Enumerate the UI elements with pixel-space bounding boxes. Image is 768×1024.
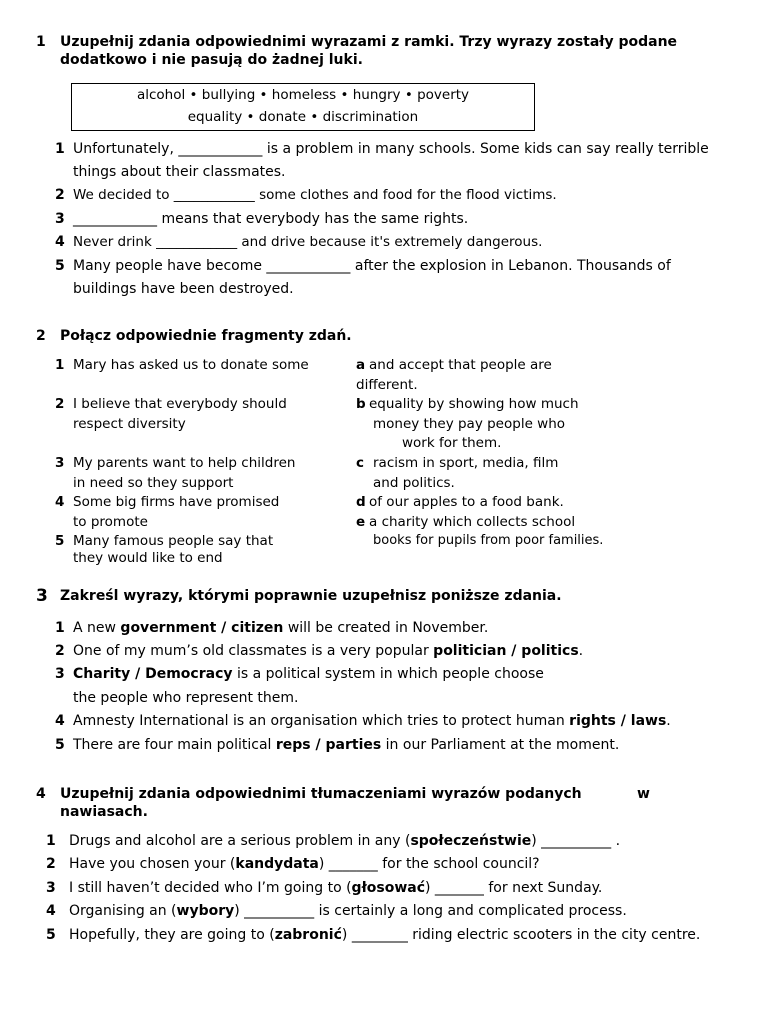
ex4-item-3	[69, 880, 602, 896]
ex1-item-1-line1: Unfortunately, ____________ is a problem in many schools. Some kids can say really terrible	[73, 141, 709, 157]
ex2-right-letter: b	[356, 396, 366, 412]
ex4-item-3-post: ) _______ for next Sunday.	[425, 880, 603, 896]
word-box	[71, 83, 535, 131]
ex2-left-4-line2: to promote	[73, 514, 148, 530]
ex3-item-1-separator: /	[216, 620, 232, 636]
ex2-right-c-line2: and politics.	[373, 475, 455, 491]
ex1-item-5-line2: buildings have been destroyed.	[73, 281, 294, 297]
ex2-right-e-line2: books for pupils from poor families.	[373, 533, 604, 548]
ex3-number: 3	[36, 586, 48, 606]
ex3-item-3-line2: the people who represent them.	[73, 690, 299, 706]
ex3-item-2-pre: One of my mum’s old classmates is a very popular	[73, 643, 434, 659]
ex3-item-4	[73, 713, 671, 729]
ex3-item-2	[73, 643, 583, 659]
ex4-item-1-pre: Drugs and alcohol are a serious problem in any (	[69, 833, 411, 849]
ex4-item-number: 5	[46, 927, 56, 943]
ex3-item-1-pre: A new	[73, 620, 121, 636]
ex3-item-2-option2[interactable]: politics	[521, 643, 579, 659]
ex2-right-letter: e	[356, 514, 366, 530]
ex4-item-2-pre: Have you chosen your (	[69, 856, 236, 872]
ex3-item-4-separator: /	[615, 713, 631, 729]
ex4-item-4	[69, 903, 627, 919]
ex4-item-1	[69, 833, 620, 849]
ex2-left-number: 5	[55, 533, 65, 549]
ex3-item-4-option2[interactable]: laws	[630, 713, 667, 729]
ex4-item-2-word: kandydata	[235, 856, 319, 872]
ex3-instruction: Zakreśl wyrazy, którymi poprawnie uzupełnisz poniższe zdania.	[60, 588, 562, 604]
ex2-instruction: Połącz odpowiednie fragmenty zdań.	[60, 328, 352, 344]
ex1-item-2: We decided to ____________ some clothes and food for the flood victims.	[73, 187, 557, 203]
ex3-item-1-option1[interactable]: government	[120, 620, 217, 636]
ex4-item-5-word: zabronić	[274, 927, 342, 943]
ex4-item-number: 3	[46, 880, 56, 896]
ex4-item-3-pre: I still haven’t decided who I’m going to (	[69, 880, 352, 896]
ex4-item-5	[69, 927, 700, 943]
ex1-item-3: ____________ means that everybody has the same rights.	[73, 211, 469, 227]
ex2-left-number: 4	[55, 494, 65, 510]
ex2-left-5-line2: they would like to end	[73, 550, 223, 566]
ex3-item-number: 2	[55, 643, 65, 659]
ex2-left-number: 1	[55, 357, 65, 373]
ex2-left-4-line1: Some big firms have promised	[73, 494, 280, 510]
ex3-item-3-option2[interactable]: Democracy	[145, 666, 233, 682]
ex1-number: 1	[36, 34, 46, 50]
ex2-left-number: 3	[55, 455, 65, 471]
ex3-item-2-separator: /	[506, 643, 522, 659]
ex1-item-number: 2	[55, 187, 65, 203]
ex3-item-3	[73, 666, 544, 682]
ex2-right-letter: a	[356, 357, 366, 373]
ex2-left-3-line2: in need so they support	[73, 475, 234, 491]
ex4-item-1-word: społeczeństwie	[410, 833, 532, 849]
ex4-item-1-post: ) __________ .	[531, 833, 621, 849]
ex2-right-c-line1: racism in sport, media, film	[373, 455, 559, 471]
ex3-item-5	[73, 737, 619, 753]
ex4-item-4-pre: Organising an (	[69, 903, 177, 919]
ex2-right-letter: c	[356, 455, 365, 471]
ex4-item-4-word: wybory	[176, 903, 235, 919]
ex3-item-5-post: in our Parliament at the moment.	[381, 737, 620, 753]
ex1-item-number: 1	[55, 141, 65, 157]
ex4-item-4-post: ) __________ is certainly a long and complicated process.	[234, 903, 627, 919]
ex4-instruction-line1: Uzupełnij zdania odpowiednimi tłumaczeniami wyrazów podanych	[60, 786, 582, 802]
ex2-right-a-line1: and accept that people are	[369, 357, 552, 373]
ex4-number: 4	[36, 786, 46, 802]
ex2-left-2-line1: I believe that everybody should	[73, 396, 287, 412]
ex2-left-2-line2: respect diversity	[73, 416, 186, 432]
ex1-item-5-line1: Many people have become ____________ after the explosion in Lebanon. Thousands of	[73, 258, 671, 274]
ex4-item-5-pre: Hopefully, they are going to (	[69, 927, 275, 943]
ex2-right-d: of our apples to a food bank.	[369, 494, 564, 510]
ex3-item-1-option2[interactable]: citizen	[231, 620, 284, 636]
ex2-left-1: Mary has asked us to donate some	[73, 357, 309, 373]
ex3-item-number: 4	[55, 713, 65, 729]
ex4-item-number: 1	[46, 833, 56, 849]
ex3-item-3-option1[interactable]: Charity	[73, 666, 131, 682]
ex3-item-number: 5	[55, 737, 65, 753]
ex4-item-2-post: ) _______ for the school council?	[318, 856, 540, 872]
ex3-item-5-option1[interactable]: reps	[275, 737, 311, 753]
ex1-instruction-line1: Uzupełnij zdania odpowiednimi wyrazami z ramki. Trzy wyrazy zostały podane	[60, 34, 678, 50]
ex2-number: 2	[36, 328, 46, 344]
ex4-item-number: 4	[46, 903, 56, 919]
ex2-left-3-line1: My parents want to help children	[73, 455, 296, 471]
ex3-item-number: 3	[55, 666, 65, 682]
ex4-item-number: 2	[46, 856, 56, 872]
ex3-item-2-option1[interactable]: politician	[433, 643, 507, 659]
ex1-item-1-line2: things about their classmates.	[73, 164, 286, 180]
ex2-right-b-line1: equality by showing how much	[369, 396, 579, 412]
ex4-item-5-post: ) ________ riding electric scooters in the city centre.	[341, 927, 701, 943]
word-box-line1: alcohol • bullying • homeless • hungry • poverty	[136, 87, 470, 103]
ex3-item-5-option2[interactable]: parties	[325, 737, 382, 753]
ex2-right-b-line3: work for them.	[402, 435, 502, 451]
ex4-instruction-w: w	[637, 786, 650, 802]
ex4-item-2	[69, 856, 540, 872]
ex2-right-letter: d	[356, 494, 366, 510]
ex2-right-e-line1: a charity which collects school	[369, 514, 576, 530]
ex3-item-2-post: .	[578, 643, 584, 659]
ex3-item-4-pre: Amnesty International is an organisation which tries to protect human	[73, 713, 570, 729]
ex1-item-number: 3	[55, 211, 65, 227]
ex1-item-number: 5	[55, 258, 65, 274]
ex3-item-1	[73, 620, 488, 636]
ex4-instruction-line2: nawiasach.	[60, 804, 148, 820]
ex1-item-number: 4	[55, 234, 65, 250]
ex2-right-b-line2: money they pay people who	[373, 416, 566, 432]
ex2-left-number: 2	[55, 396, 65, 412]
ex4-item-3-word: głosować	[351, 880, 426, 896]
word-box-line2: equality • donate • discrimination	[187, 109, 419, 125]
ex3-item-number: 1	[55, 620, 65, 636]
ex1-instruction-line2: dodatkowo i nie pasują do żadnej luki.	[60, 52, 363, 68]
ex3-item-4-option1[interactable]: rights	[569, 713, 616, 729]
ex2-right-a-line2: different.	[356, 377, 418, 393]
ex3-item-5-separator: /	[310, 737, 326, 753]
ex3-item-3-separator: /	[130, 666, 146, 682]
ex3-item-1-post: will be created in November.	[283, 620, 489, 636]
ex1-item-4: Never drink ____________ and drive because it's extremely dangerous.	[73, 234, 543, 250]
ex3-item-4-post: .	[666, 713, 671, 729]
ex3-item-5-pre: There are four main political	[73, 737, 276, 753]
ex3-item-3-post: is a political system in which people choose	[232, 666, 544, 682]
ex2-left-5-line1: Many famous people say that	[73, 533, 274, 549]
